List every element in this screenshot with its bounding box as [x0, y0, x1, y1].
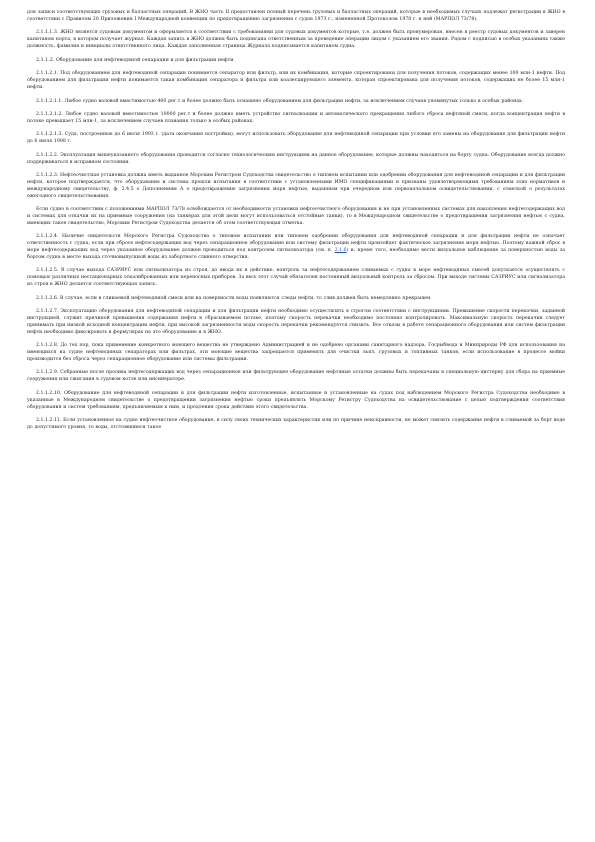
paragraph-2-1-1-2-10: 2.1.1.2.10. Оборудование для нефтеводяной сепарации и для фильтрации нефти изготовленные, испытанные и установленные на судах под наблюдением Морского Регистра Судоходства необходимо в указанные в Международном свидетельстве о предотвращении загрязнения нефтью сроки предъявлять Морскому Регистру Судоходства на освидетельствование с целью подтверждения соответствия оборудования и систем требованиям, предъявляемым к ним, и продления срока действия этого свидетельства. [27, 390, 565, 410]
paragraph-2-1-1-2-1: 2.1.1.2.1. Под оборудованием для нефтеводяной сепарации понимается сепаратор или фильтр, или их комбинация, которые спроектированы для получения потоков, содержащих менее 100 млн-1 нефти. Под оборудованием для фильтрации нефти понимается такая комбинация сепаратора и фильтра или коалесцирующего элемента, которая спроектирована для получения потоков, содержащих не более 15 млн-1 нефти. [27, 71, 565, 91]
paragraph-2-1-1-2-1-2: 2.1.1.2.1.2. Любое судно валовой вместимостью 10000 рег.т и более должно иметь устройство сигнализации и автоматического прекращения любого сброса нефтяной смеси, когда концентрация нефти в потоке превышает 15 млн-1, за исключением случаев плавания только в особых районах. [27, 112, 565, 124]
paragraph-2-1-1-2-1-3: 2.1.1.2.1.3. Суда, построенные до 6 июля 1993 г. (дата окончания постройки), могут использовать оборудование для нефтеводяной сепарации при условии его замены на оборудование для фильтрации нефти до 6 июля 1998 г. [27, 132, 565, 145]
paragraph-2-1-1-2-2: 2.1.1.2.2. Эксплуатация вышеуказанного оборудования проводится согласно технологическим инструкциям на данное оборудование, которые должны находиться на борту судна. Оборудование всегда должно поддерживаться в исправном состоянии. [27, 152, 565, 165]
paragraph-2-1-1-2-11: 2.1.1.2.11. Если установленное на судне нефтеочистное оборудование, в силу своих технических характеристик или по причине неисправности, не может снизить содержание нефти в сливаемой за борт воде до допустимого уровня, то воды, отстоявшиеся такое [27, 417, 565, 430]
paragraph-2-1-1-2-9: 2.1.1.2.9. Собранные после пролива нефтесодержащих вод через сепарационное или фильтрующее оборудование нефтяные остатки должны быть перекачаны в специальную цистерну для сбора на приемные сооружения или сжигания в судовом котле или инсинераторе. [27, 370, 565, 383]
reference-link-2-1-6[interactable]: 2.1.6 [334, 248, 347, 254]
paragraph-2-1-1-2-5: 2.1.1.2.5. В случае выхода САЗРИУС или сигнализатора из строя, до ввода их в действие, контроль за нефтесодержанием сливаемых с судна в море нефтеводяных смесей допускается осуществлять с помощью различных нестационарных откалиброванных или переносных приборов. За весь этот случай обязателен постоянный визуальный контроль за сбросом. При выходе системы САЗРИУС или сигнализатора из строя в ЖНО делается соответствующая запись. [27, 268, 565, 288]
paragraph-2-1-1-2-4-text-b: ) и, кроме того, необходимо вести визуальное наблюдение за поверхностью воды за бортом судна в месте выхода сточновыпускной воды из забортного сливного отверстия. [27, 248, 565, 261]
paragraph-2-1-1-2-4-text-a: 2.1.1.2.4. Наличие свидетельств Морского Регистра Судоходства о типовом испытании или типовом одобрении оборудования для нефтеводяной сепарации и для фильтрации нефти не означает ответственность с судна, если при сбросе нефтесодержащих вод через сепарационное оборудование или систему фильтрации нефти произойдет фактическое загрязнение моря нефтью. Поэтому важной сброс в море нефтесодержащих вод через указанное оборудование должен проводиться под контролем сигнализатора (см. п. [27, 234, 565, 254]
paragraph-2-1-1-1-3: 2.1.1.1.3. ЖНО является судовым документом и оформляется в соответствии с требованиями для судовых документов которые, т.е. должен быть пронумерован, внесен в реестр судовых документов и заверен капитаном порта, в котором получает журнал. Каждая запись в ЖНО должна быть подписана ответственным за проведение операции лицом с указанием его звания. Рядом с подписью в особых указаниях также должность, фамилия и инициалы ответственного лица. Каждая заполненная страница Журнала подписывается капитаном судна. [27, 30, 565, 50]
section-heading-2-1-1-2: 2.1.1.2. Оборудование для нефтеводяной сепарации и для фильтрации нефти [36, 57, 234, 63]
paragraph-2-1-1-2-3: 2.1.1.2.3. Нефтеочистная установка должна иметь выданное Морским Регистром Судоходства свидетельство о типовом испытании или одобрении оборудования для нефтеводяной сепарации и для фильтрации нефти, которое подтверждается, что оборудование и система прошли испытания в соответствии с установленными ИМО спецификациями и признаны удовлетворяющими требованиям этих нормативов и международному свидетельству, ф. 2.4.5 о Дополнениям А о предотвращению загрязнения моря нефтью, выданным при очередном или первоначальном освидетельствовании, с отметкой о результатах ежегодного свидетельствования. [27, 173, 565, 199]
paragraph-2-1-1-2-1-1: 2.1.1.2.1.1. Любое судно валовой вместимостью 400 рег.т и более должно быть оснащено оборудованием для фильтрации нефти, за исключением случаев упомянутых только в особых районах. [36, 98, 524, 104]
paragraph-2-1-1-2-8: 2.1.1.2.8. До тех пор, пока применение конкретного моющего вещества не утверждено Администрацией и не одобрено органами санитарного надзора, Госрыбвода и Минприроды РФ для использования на имеющихся на судне нефтеводяных сепараторах или фильтрах, эти моющие вещества запрещается применять для очистки льял, грузовых и топливных танков, если использование в процессе мойки производится без сброса через сепарационное оборудование или системы фильтрации. [27, 343, 565, 363]
paragraph-marpol-exemption: Если судно в соответствии с положениями МАРПОЛ 73/78 освобождается от необходимости установки нефтеочистного оборудования и не при установленных системах для накопления нефтесодержащих вод и системах для откачки их на приемные сооружения (на танкерах для этой цели могут использоваться отстойные танки), то в Международном свидетельстве о предотвращении загрязнения нефтью с судна, имеющих такое свидетельство, Морским Регистром Судоходства делается об этом соответствующая отметка. [27, 207, 565, 226]
paragraph-intro: для записи соответствующих грузовых и балластных операций. В ЖНО часть II предоставлен полный перечень грузовых и балластных операций, которые в необходимых случаях подлежат регистрации в ЖНО в соответствии с Правилом 20 Приложения I Международной конвенции по предотвращению загрязнения с судов 1973 г., измененной Протоколом 1978 г. к ней (МАРПОЛ 73/78). [27, 10, 565, 22]
paragraph-2-1-1-2-7: 2.1.1.2.7. Эксплуатацию оборудования для нефтеводяной сепарации и для фильтрации нефти необходимо осуществлять в строгом соответствии с инструкциями. Превышение скорости перекачки, заданной инструкцией, служит причиной превышения содержания нефти в сбрасываемом потоке, поэтому скорость перекачки необходимо постоянно контролировать. Максимальную скорость перекачки следует принимать при низкой исходной концентрации нефти, при высокой загрязненности воды скорость перекачки рекомендуется снизить. Все отказы в работе сепарационного оборудования или систем фильтрации нефти необходимо фиксировать в формулярах на это оборудование и в ЖНО. [27, 309, 565, 335]
paragraph-2-1-1-2-6: 2.1.1.2.6. В случае, если в сливаемой нефтеводяной смеси или на поверхности воды появляются следы нефти, то слив должен быть немедленно прекращен. [36, 295, 432, 301]
paragraph-2-1-1-2-4 [27, 234, 565, 262]
